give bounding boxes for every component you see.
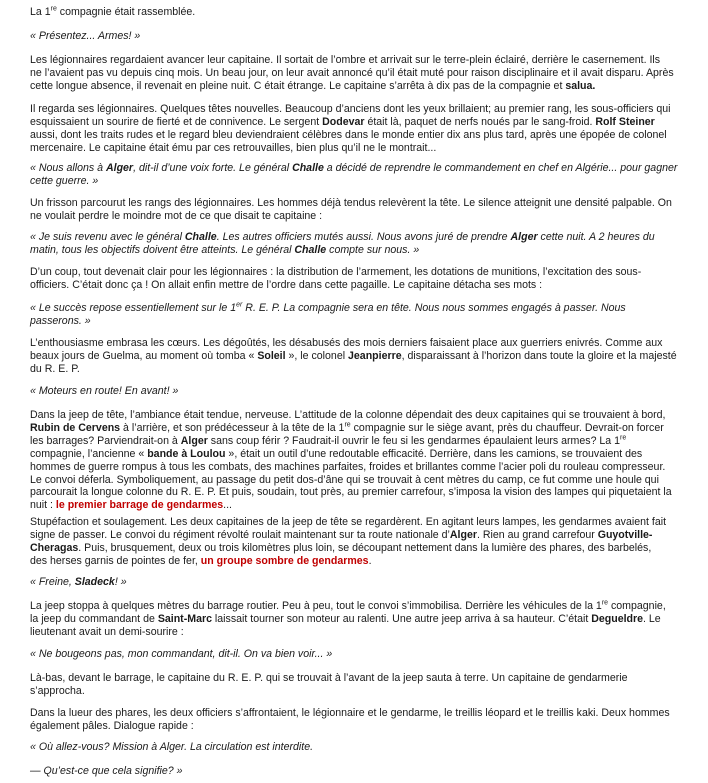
text-line — [30, 67, 692, 80]
text-run: était là, paquet de nerfs noués par le sang-froid. — [364, 115, 596, 128]
paragraph-11 — [30, 385, 692, 398]
text-run: . Le — [643, 612, 661, 625]
text-line — [30, 315, 692, 328]
text-run: compte sur nous. » — [326, 243, 420, 256]
text-run: Le convoi déferla. Symboliquement, au passage du petit dos-d’âne qui se trouvait à cent mètres du camp, ce fut comme une houle qui — [30, 473, 659, 486]
text-line — [30, 685, 692, 698]
text-line — [30, 499, 692, 512]
paragraph-19 — [30, 741, 692, 754]
paragraph-16 — [30, 648, 692, 661]
paragraph-10 — [30, 337, 692, 376]
text-line — [30, 409, 692, 422]
text-run: compagnie, l’ancienne « — [30, 447, 148, 460]
text-line — [30, 555, 692, 568]
text-line — [30, 741, 692, 754]
text-line — [30, 461, 692, 474]
text-run: R. E. P. La compagnie sera en tête. Nous nous sommes engagés à passer. Nous — [242, 302, 626, 314]
text-run: les barrages? Parviendrait-on à — [30, 434, 181, 447]
text-line — [30, 707, 692, 720]
text-run: à l’arrière, et son prédécesseur à la tête de la 1 — [120, 421, 345, 434]
text-line — [30, 142, 692, 155]
text-run: , disparaissant à l’horizon dans toute la gloire et la majesté — [401, 349, 677, 362]
paragraph-2 — [30, 30, 692, 43]
ordinal-superscript: re — [50, 5, 57, 13]
text-line — [30, 363, 692, 376]
paragraph-8 — [30, 266, 692, 292]
text-run: nuit : — [30, 499, 56, 512]
text-run: signe de passer. Le convoi du régiment révolté roulait maintenant sur ta route nationale d’ — [30, 528, 450, 541]
paragraph-1 — [30, 6, 692, 19]
paragraph-5 — [30, 162, 692, 188]
ordinal-superscript: er — [236, 301, 243, 309]
text-run: compagnie, — [608, 600, 666, 612]
text-line — [30, 529, 692, 542]
bold-name: Cheragas — [30, 541, 79, 554]
text-run: Il regarda ses légionnaires. Quelques têtes nouvelles. Beaucoup d’anciens dont les yeux brillaient; au premier rang, les sous-officiers qui — [30, 103, 671, 115]
bold-name: Saint-Marc — [157, 612, 212, 625]
bold-name: Rubin de Cervens — [30, 421, 121, 434]
paragraph-9 — [30, 302, 692, 328]
bold-name: Challe — [184, 231, 217, 243]
text-run: laissait tourner son moteur au ralenti. Une autre jeep arriva à sa hauteur. C’était — [211, 612, 592, 625]
text-run: La jeep stoppa à quelques mètres du barrage routier. Peu à peu, tout le convoi s’immobilisa. Derrière les véhicules de la 1 — [30, 600, 602, 612]
text-run: Un frisson parcourut les rangs des légionnaires. Les hommes déjà tendus relevèrent la tête. Le silence atteignit une densité palpable. On — [30, 197, 672, 209]
text-line — [30, 422, 692, 435]
text-line — [30, 30, 692, 43]
text-run: . Les autres officiers mutés aussi. Nous avons juré de prendre — [216, 231, 511, 243]
text-run: hommes de guerre rompus à tous les combats, des machines parfaites, froides et brillantes comme l’acier poli du rouleau compresseur. — [30, 460, 666, 473]
ordinal-superscript: re — [620, 434, 627, 442]
text-run: Stupéfaction et soulagement. Les deux capitaines de la jeep de tête se regardèrent. En agitant leurs lampes, les gendarmes avaient fait — [30, 516, 667, 528]
text-run: la jeep du commandant de — [30, 612, 158, 625]
text-line — [30, 516, 692, 529]
text-run: beaux jours de Guelma, au moment où tomba « — [30, 349, 258, 362]
text-run: , dit-il d’une voix forte. Le général — [133, 162, 293, 174]
text-line — [30, 613, 692, 626]
text-run: « Présentez... Armes! » — [30, 30, 141, 42]
bold-name: Rolf Steiner — [595, 115, 655, 128]
text-run: des herses garnis de pointes de fer, — [30, 554, 201, 567]
text-line — [30, 175, 692, 188]
text-run: a décidé de reprendre le commandement en chef en Algérie... pour gagner — [323, 162, 678, 174]
text-run: aussi, dont les traits rudes et le regard bleu deviendraient célèbres dans le monde entier dix ans plus tard, après une épopée de colonel — [30, 128, 667, 141]
text-run: « Je suis revenu avec le général — [30, 231, 185, 243]
text-line — [30, 672, 692, 685]
bold-name: Dodevar — [322, 115, 365, 128]
text-run: », le colonel — [285, 349, 349, 362]
bold-name: Alger — [105, 162, 134, 174]
ordinal-superscript: re — [344, 421, 351, 429]
highlighted-text: le premier barrage de gendarmes — [55, 499, 224, 512]
text-run: « Nous allons à — [30, 162, 106, 174]
text-line — [30, 542, 692, 555]
bold-name: Challe — [294, 243, 327, 256]
text-run: La 1 — [30, 6, 51, 18]
text-line — [30, 279, 692, 292]
bold-name: Guyotville- — [597, 528, 653, 541]
text-run: matin, tous les objectifs doivent être atteints. Le général — [30, 243, 295, 256]
text-run: . — [368, 554, 372, 567]
text-run: Dans la lueur des phares, les deux officiers s’affrontaient, le légionnaire et le gendarme, le treillis léopard et le treillis kaki. Deux hommes — [30, 707, 670, 719]
text-line — [30, 162, 692, 175]
text-run: esquissaient un sourire de fierté et de connivence. Le sergent — [30, 115, 323, 128]
paragraph-4 — [30, 103, 692, 155]
text-line — [30, 486, 692, 499]
text-line — [30, 302, 692, 315]
paragraph-18 — [30, 707, 692, 733]
text-line — [30, 244, 692, 257]
text-run: ne voulait perdre le moindre mot de ce que disait te capitaine : — [30, 209, 323, 222]
text-run: cette nuit. A 2 heures du — [537, 231, 655, 243]
text-run: . Rien au grand carrefour — [476, 528, 598, 541]
text-run: Dans la jeep de tête, l’ambiance était tendue, nerveuse. L’attitude de la colonne dépendait des deux capitaines qui se trouvaient à bord, — [30, 409, 666, 421]
text-run: également pâles. Dialogue rapide : — [30, 719, 194, 732]
text-run: Là-bas, devant le barrage, le capitaine du R. E. P. qui se trouvait à l’avant de la jeep sauta à terre. Un capitaine de gendarmerie — [30, 672, 628, 684]
text-line — [30, 337, 692, 350]
paragraph-3 — [30, 54, 692, 93]
bold-name: Jeanpierre — [348, 349, 402, 362]
bold-name: Soleil — [257, 349, 286, 362]
text-line — [30, 648, 692, 661]
text-run: — Qu’est-ce que cela signifie? » — [30, 765, 183, 777]
text-run: lieutenant avait un demi-sourire : — [30, 625, 184, 638]
bold-name: Alger — [180, 434, 208, 447]
paragraph-20 — [30, 765, 692, 778]
bold-name: Alger — [510, 231, 538, 243]
text-line — [30, 103, 692, 116]
bold-name: Sladeck — [74, 576, 115, 588]
paragraph-14 — [30, 576, 692, 589]
text-run: cette guerre. » — [30, 174, 99, 187]
text-line — [30, 435, 692, 448]
text-run: compagnie sur le siège avant, près du chauffeur. Devrait-on forcer — [350, 421, 664, 434]
text-line — [30, 576, 692, 589]
text-run: Les légionnaires regardaient avancer leur capitaine. Il sortait de l’ombre et arrivait sur le terre-plein éclairé, derrière le casernement. Ils — [30, 54, 661, 66]
text-line — [30, 385, 692, 398]
text-line — [30, 116, 692, 129]
text-line — [30, 231, 692, 244]
text-run: « Où allez-vous? Mission à Alger. La circulation est interdite. — [30, 741, 314, 753]
text-line — [30, 448, 692, 461]
paragraph-13 — [30, 516, 692, 568]
text-run: « Ne bougeons pas, mon commandant, dit-il. On va bien voir... » — [30, 648, 333, 660]
text-line — [30, 600, 692, 613]
paragraph-12 — [30, 409, 692, 512]
text-line — [30, 80, 692, 93]
bold-name: Challe — [292, 162, 324, 174]
text-run: du R. E. P. — [30, 362, 80, 375]
text-run: L’enthousiasme embrasa les cœurs. Les dégoûtés, les désabusés des mois derniers faisaient place aux guerriers enivrés. Comme aux — [30, 337, 663, 349]
paragraph-17 — [30, 672, 692, 698]
text-run: . Puis, brusquement, deux ou trois kilomètres plus loin, se découpant nettement dans la lumière des phares, des barbelés, — [78, 541, 652, 554]
text-run: sans coup férir ? Faudrait-il ouvrir le feu si les gendarmes épaulaient leurs armes? La 1 — [207, 434, 621, 447]
text-run: passerons. » — [30, 314, 91, 327]
text-run: », était un outil d’une redoutable efficacité. Derrière, dans les camions, se trouvaient des — [225, 447, 643, 460]
text-line — [30, 350, 692, 363]
ordinal-superscript: re — [601, 599, 609, 607]
text-run: D’un coup, tout devenait clair pour les légionnaires : la distribution de l’armement, les dotations de munitions, l’excitation des sous- — [30, 266, 642, 278]
paragraph-15 — [30, 600, 692, 639]
text-line — [30, 197, 692, 210]
text-run: compagnie était rassemblée. — [56, 6, 196, 18]
text-run: parcourait la longue colonne du R. E. P. Et puis, soudain, tout près, au premier carrefour, s’imposa la vision des lampes qui piquetaient la — [30, 486, 672, 499]
paragraph-6 — [30, 197, 692, 223]
text-run: cette longue absence, il revenait en pleine nuit. C était étrange. Le capitaine s’arrêta à dix pas de la compagnie et — [30, 79, 566, 92]
text-run: « Moteurs en route! En avant! » — [30, 385, 179, 397]
bold-name: bande à Loulou — [147, 447, 226, 460]
text-line — [30, 210, 692, 223]
text-run: « Freine, — [30, 576, 75, 588]
paragraph-7 — [30, 231, 692, 257]
bold-name: Degueldre — [591, 612, 644, 625]
text-run: mercenaire. Le capitaine était ému par ces retrouvailles, bien plus qu’il ne le montrait... — [30, 141, 437, 154]
text-run: ... — [223, 499, 232, 512]
text-line — [30, 266, 692, 279]
text-line — [30, 765, 692, 778]
text-run: « Le succès repose essentiellement sur le 1 — [30, 302, 237, 314]
text-run: ! » — [114, 576, 127, 588]
text-line — [30, 6, 692, 19]
text-run: ne l’avaient pas vu depuis cinq mois. Un beau jour, on leur avait annoncé qu’il était muté pour raison disciplinaire et il avait disparu. Après — [30, 66, 674, 79]
text-line — [30, 129, 692, 142]
bold-name: salua. — [565, 79, 596, 92]
text-line — [30, 474, 692, 487]
bold-name: Alger — [449, 528, 477, 541]
text-line — [30, 720, 692, 733]
text-line — [30, 626, 692, 639]
text-run: officiers. C’était donc ça ! On allait enfin mettre de l’ordre dans cette pagaille. Le capitaine détacha ses mots : — [30, 278, 543, 291]
text-run: s’approcha. — [30, 684, 85, 697]
text-line — [30, 54, 692, 67]
highlighted-text: un groupe sombre de gendarmes — [200, 554, 369, 567]
